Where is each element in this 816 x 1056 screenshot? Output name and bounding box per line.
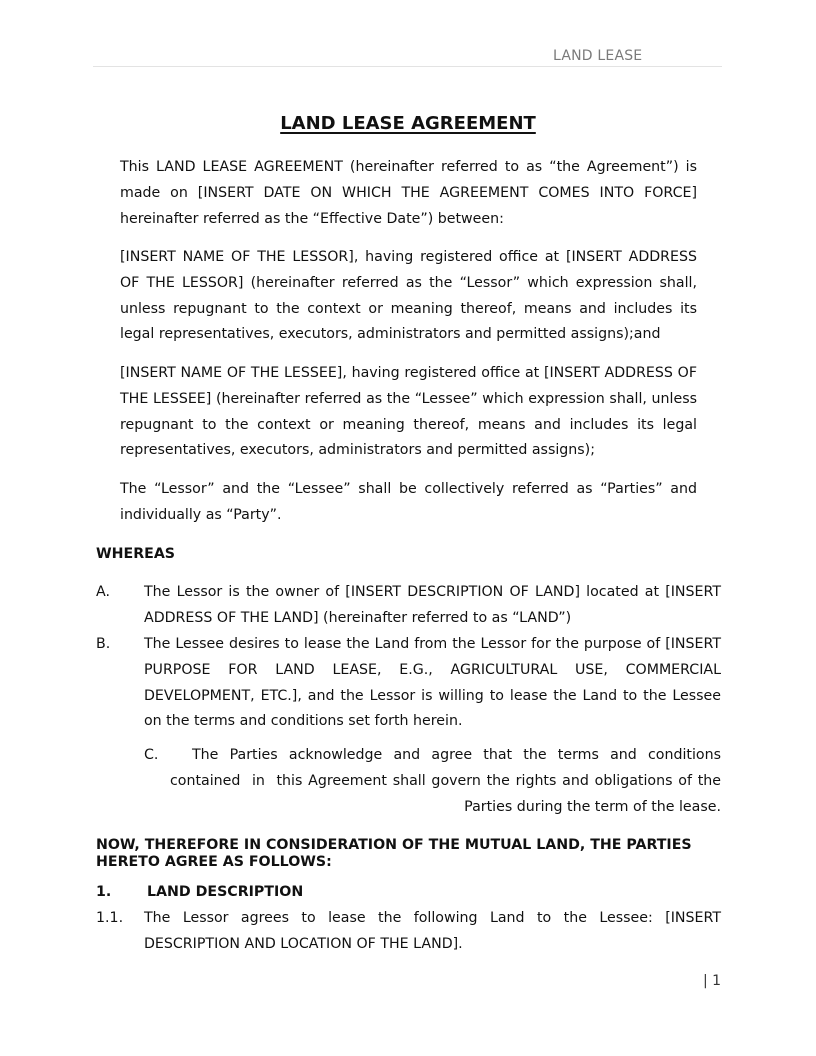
intro-paragraph-lessor: [INSERT NAME OF THE LESSOR], having registered office at [INSERT ADDRESS OF THE LESSOR] (hereinafter referred as the “Lessor” which expression shall, unless repugnant to the context or meaning thereof, means and includes its legal representatives, executors, administrators and permitted assigns);and xyxy=(120,249,697,343)
intro-paragraph-lessee: [INSERT NAME OF THE LESSEE], having registered office at [INSERT ADDRESS OF THE LESSEE] (hereinafter referred as the “Lessee” which expression shall, unless repugnant to the context or meaning thereof, means and includes its legal representatives, executors, administrators and permitted assigns); xyxy=(120,365,697,459)
document-title xyxy=(0,113,816,134)
running-header: LAND LEASE xyxy=(553,48,643,64)
whereas-heading: WHEREAS xyxy=(96,546,176,562)
document-title-text: LAND LEASE AGREEMENT xyxy=(280,113,536,134)
recital-c-line-2: contained in this Agreement shall govern the rights and obligations of the xyxy=(170,772,721,789)
page-number: | 1 xyxy=(703,973,722,989)
section-1-number: 1. xyxy=(96,884,112,900)
recital-c-text xyxy=(144,743,721,820)
recital-b-marker: B. xyxy=(96,636,111,652)
intro-paragraph-parties: The “Lessor” and the “Lessee” shall be collectively referred as “Parties” and individually as “Party”. xyxy=(120,481,697,523)
clause-1-1-text: The Lessor agrees to lease the following Land to the Lessee: [INSERT DESCRIPTION AND LOCATION OF THE LAND]. xyxy=(144,910,721,952)
intro-paragraph-agreement: This LAND LEASE AGREEMENT (hereinafter referred to as “the Agreement”) is made on [INSERT DATE ON WHICH THE AGREEMENT COMES INTO FORCE] hereinafter referred as the “Effective Date”) between: xyxy=(120,159,697,227)
recital-c-line-1: The Parties acknowledge and agree that the terms and conditions xyxy=(192,747,721,763)
header-divider xyxy=(93,66,722,67)
recital-a-marker: A. xyxy=(96,584,110,600)
recital-c-marker: C. xyxy=(144,747,159,763)
recital-c-line-3: Parties during the term of the lease. xyxy=(464,798,721,815)
clause-1-1-number: 1.1. xyxy=(96,910,124,926)
section-1-heading: LAND DESCRIPTION xyxy=(147,884,304,900)
recital-a-text: The Lessor is the owner of [INSERT DESCRIPTION OF LAND] located at [INSERT ADDRESS OF THE LAND] (hereinafter referred to as “LAND”) xyxy=(144,584,721,626)
consideration-heading: NOW, THEREFORE IN CONSIDERATION OF THE MUTUAL LAND, THE PARTIES HERETO AGREE AS FOLLOWS: xyxy=(96,837,692,870)
recital-b-text: The Lessee desires to lease the Land from the Lessor for the purpose of [INSERT PURPOSE FOR LAND LEASE, E.G., AGRICULTURAL USE, COMMERCIAL DEVELOPMENT, ETC.], and the Lessor is willing to lease the Land to the Lessee on the terms and conditions set forth herein. xyxy=(144,636,721,730)
